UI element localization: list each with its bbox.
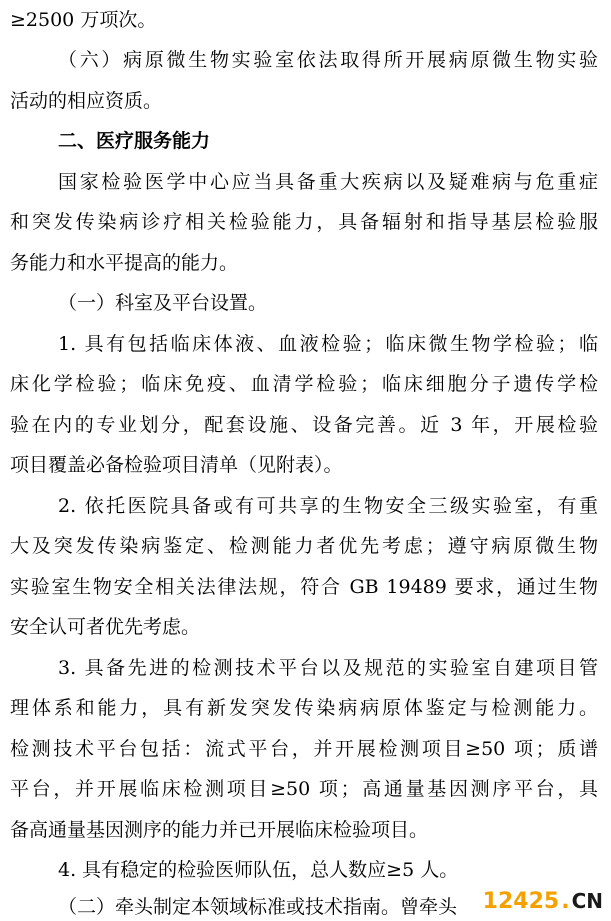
text-line: 1. 具有包括临床体液、血液检验；临床微生物学检验；临 (58, 333, 598, 355)
text-line: 理体系和能力，具有新发突发传染病病原体鉴定与检测能力。 (10, 697, 598, 719)
text-line: 4. 具有稳定的检验医师队伍，总人数应≥5 人。 (58, 859, 459, 881)
watermark-domain: CN (571, 889, 603, 913)
site-watermark (479, 887, 607, 915)
text-line: 务能力和水平提高的能力。 (10, 252, 239, 274)
text-line: 平台，并开展临床检测项目≥50 项；高通量基因测序平台，具 (10, 778, 598, 800)
text-line: 备高通量基因测序的能力并已开展临床检验项目。 (10, 819, 429, 841)
watermark-dot: . (561, 888, 570, 914)
text-line: 2. 依托医院具备或有可共享的生物安全三级实验室，有重 (58, 495, 598, 517)
text-line: 活动的相应资质。 (10, 90, 163, 112)
text-line: 国家检验医学中心应当具备重大疾病以及疑难病与危重症 (58, 171, 598, 193)
text-line: （二）牵头制定本领域标准或技术指南。曾牵头 (58, 896, 458, 918)
text-line: ≥2500 万项次。 (10, 9, 157, 31)
text-line: 床化学检验；临床免疫、血清学检验；临床细胞分子遗传学检 (10, 373, 598, 395)
text-line: 验在内的专业划分，配套设施、设备完善。近 3 年，开展检验 (10, 414, 598, 436)
text-line: 大及突发传染病鉴定、检测能力者优先考虑；遵守病原微生物 (10, 535, 598, 557)
text-line: 项目覆盖必备检验项目清单（见附表）。 (10, 454, 343, 476)
subsection-heading: （一）科室及平台设置。 (58, 292, 268, 314)
text-line: 3. 具备先进的检测技术平台以及规范的实验室自建项目管 (58, 657, 598, 679)
text-line: 安全认可者优先考虑。 (10, 616, 201, 638)
text-line: 检测技术平台包括：流式平台，并开展检测项目≥50 项；质谱 (10, 738, 598, 760)
text-line: 和突发传染病诊疗相关检验能力，具备辐射和指导基层检验服 (10, 211, 598, 233)
section-heading: 二、医疗服务能力 (58, 130, 211, 152)
watermark-digits: 12425 (482, 888, 560, 914)
text-line: 实验室生物安全相关法律法规，符合 GB 19489 要求，通过生物 (10, 576, 598, 598)
text-line: （六）病原微生物实验室依法取得所开展病原微生物实验 (58, 49, 598, 71)
